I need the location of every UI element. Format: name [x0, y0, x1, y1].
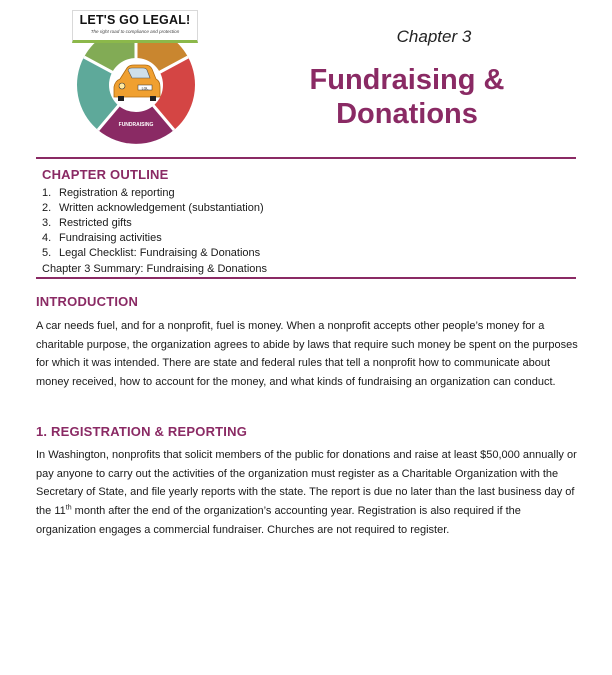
outline-item: 4. Fundraising activities [42, 232, 162, 244]
introduction-paragraph: A car needs fuel, and for a nonprofit, fuel is money. When a nonprofit accepts other people’s money for a charitable purpose, the organization agrees to abide by laws that require such money be spent on the purposes for which it was intended. There are state and federal rules that tell a nonprofit how to communicate about money received, how to account for the money, and what kinds of fundraising an organization can conduct. [36, 320, 578, 389]
chapter-title-line-1: Fundraising & [309, 64, 505, 96]
wheel-segment-label: FUNDRAISING [118, 122, 154, 128]
logo-banner [72, 10, 198, 43]
introduction-heading: INTRODUCTION [36, 294, 139, 309]
outline-item: 5. Legal Checklist: Fundraising & Donations [42, 247, 261, 259]
logo-tagline: The right road to compliance and protection [90, 29, 180, 34]
chapter-title-line-2: Donations [336, 98, 478, 130]
chapter-outline-list [42, 186, 264, 261]
license-plate: LGL [141, 86, 149, 91]
logo-title: LET'S GO LEGAL! [79, 13, 191, 27]
outline-summary: Chapter 3 Summary: Fundraising & Donations [42, 263, 267, 275]
chapter-title [296, 63, 518, 131]
superscript: th [65, 504, 72, 512]
lets-go-legal-logo [72, 10, 200, 145]
registration-heading: 1. REGISTRATION & REPORTING [36, 424, 248, 439]
outline-item: 2. Written acknowledgement (substantiation) [42, 202, 264, 214]
outline-bottom-rule [36, 277, 576, 279]
chapter-number: Chapter 3 [396, 27, 472, 46]
registration-paragraph: In Washington, nonprofits that solicit members of the public for donations and raise at least $50,000 annually or pay anyone to carry out the activities of the organization must register as a Charitable Organization with the Secretary of State, and file yearly reports with the state. The report is due no later than the last business day of the 11th month after the end of the organization’s accounting year. Registration is also required if the organization engages a commercial fundraiser. Churches are not required to register. [36, 449, 577, 536]
outline-item: 1. Registration & reporting [42, 187, 175, 199]
logo-wheel-graphic [72, 25, 200, 147]
chapter-outline-heading: CHAPTER OUTLINE [42, 167, 169, 182]
outline-item: 3. Restricted gifts [42, 217, 132, 229]
outline-top-rule [36, 157, 576, 159]
